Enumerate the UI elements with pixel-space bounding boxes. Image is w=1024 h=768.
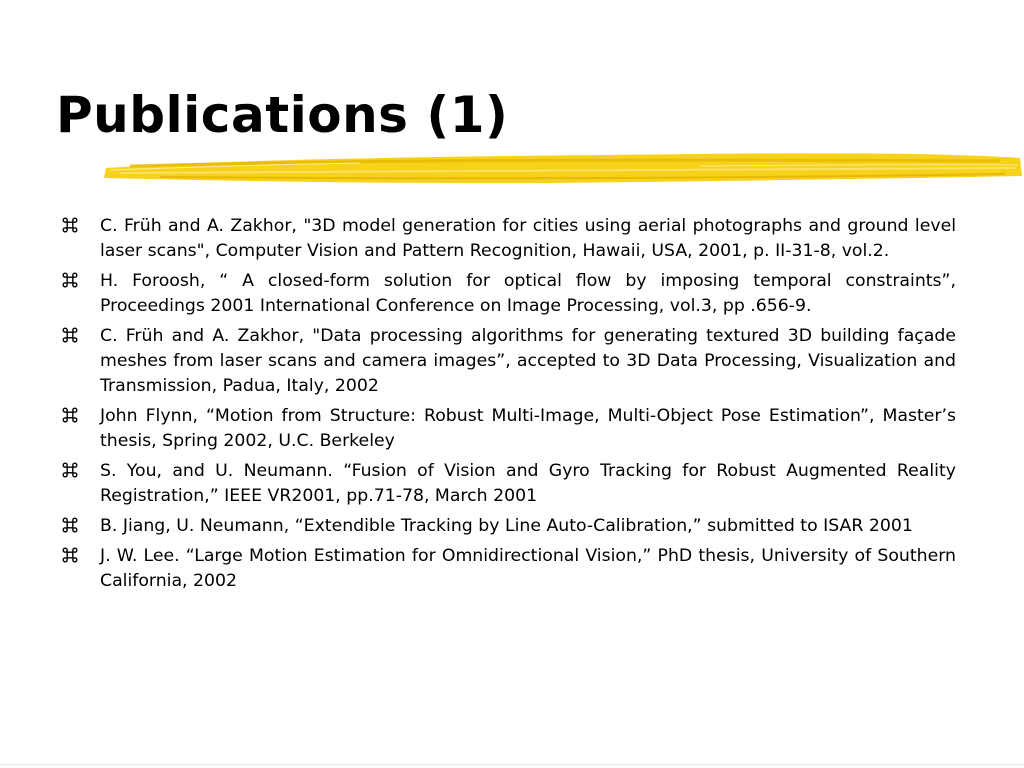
publication-item bbox=[60, 214, 956, 264]
publication-text: S. You, and U. Neumann. “Fusion of Vision and Gyro Tracking for Robust Augmented Reality Registration,” IEEE VR2001, pp.71-78, March 2001 bbox=[100, 461, 956, 506]
publication-item bbox=[60, 324, 956, 399]
command-key-icon bbox=[60, 269, 80, 294]
publication-item bbox=[60, 514, 956, 539]
publication-text: H. Foroosh, “ A closed-form solution for optical flow by imposing temporal constraints”, Proceedings 2001 International Conference on Image Processing, vol.3, pp .656-9. bbox=[100, 271, 956, 316]
command-key-icon bbox=[60, 459, 80, 484]
publication-text: B. Jiang, U. Neumann, “Extendible Tracking by Line Auto-Calibration,” submitted to ISAR 2001 bbox=[100, 516, 913, 536]
title-underline-brushstroke bbox=[100, 148, 1024, 190]
command-key-icon bbox=[60, 544, 80, 569]
slide-title: Publications (1) bbox=[56, 86, 509, 144]
command-key-icon bbox=[60, 214, 80, 239]
command-key-icon bbox=[60, 404, 80, 429]
publication-text: John Flynn, “Motion from Structure: Robust Multi-Image, Multi-Object Pose Estimation”, Master’s thesis, Spring 2002, U.C. Berkeley bbox=[100, 406, 956, 451]
publication-item bbox=[60, 404, 956, 454]
publication-item bbox=[60, 544, 956, 594]
footer-divider bbox=[0, 764, 1024, 765]
publication-item bbox=[60, 459, 956, 509]
publication-text: C. Früh and A. Zakhor, "3D model generation for cities using aerial photographs and ground level laser scans", Computer Vision and Pattern Recognition, Hawaii, USA, 2001, p. II-31-8, vol.2. bbox=[100, 216, 956, 261]
command-key-icon bbox=[60, 514, 80, 539]
publication-text: J. W. Lee. “Large Motion Estimation for Omnidirectional Vision,” PhD thesis, University of Southern California, 2002 bbox=[100, 546, 956, 591]
publication-list bbox=[60, 214, 956, 599]
command-key-icon bbox=[60, 324, 80, 349]
publication-item bbox=[60, 269, 956, 319]
publication-text: C. Früh and A. Zakhor, "Data processing algorithms for generating textured 3D building façade meshes from laser scans and camera images”, accepted to 3D Data Processing, Visualization and Transmission, Padua, Italy, 2002 bbox=[100, 326, 956, 396]
